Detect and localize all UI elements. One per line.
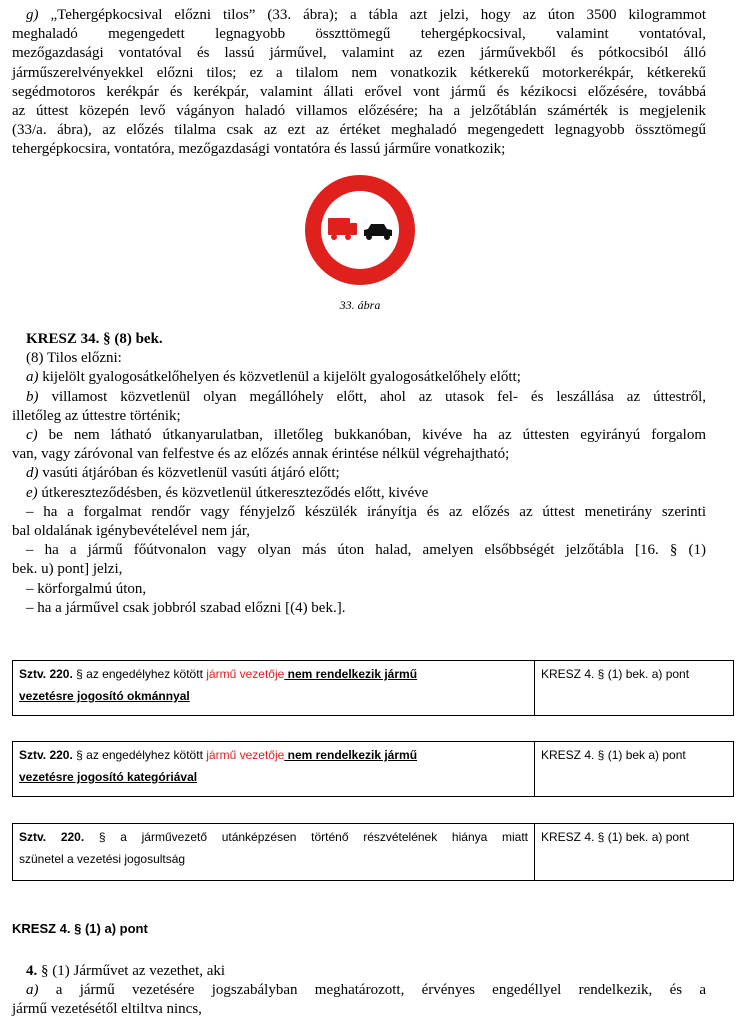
box-line — [19, 685, 528, 707]
dash-item: – ha a járművel csak jobbról szabad előzni [(4) bek.]. — [26, 599, 346, 616]
item-prefix: a) — [26, 369, 39, 386]
section-line — [12, 962, 706, 981]
item-text: be nem látható útkanyarulatban, illetőleg bukkanóban, kivéve ha az úttesten egyirányú forgalom — [48, 427, 706, 444]
item-text: a jármű vezetésére jogszabályban meghatározott, érvényes engedéllyel rendelkezik, és a — [55, 982, 706, 999]
no-truck-overtaking-sign-icon — [300, 166, 420, 296]
box-text: § a járművezető utánképzésen történő részvételének hiánya miatt — [84, 830, 529, 844]
list-item-continuation: illetőleg az úttestre történik; — [12, 407, 181, 424]
item-text: kijelölt gyalogosátkelőhelyen és közvetlenül a kijelölt gyalogosátkelőhely előtt; — [42, 369, 521, 386]
paragraph-g-line: meghaladó megengedett legnagyobb összttömegű tehergépkocsival, valamint vontatóval, — [12, 26, 706, 43]
item-prefix: a) — [26, 982, 39, 999]
paragraph-g-line: mezőgazdasági vontatóval és lassú járművel, valamint az ezen járművekből és pótkocsiból álló — [12, 45, 706, 62]
list-item-continuation: van, vagy záróvonal van felfestve és az előzés annak érintése nélkül végrehajtható; — [12, 446, 510, 463]
box-right-cell: KRESZ 4. § (1) bek a) pont — [541, 748, 686, 762]
paragraph-g-line: tehergépkocsira, vontatóra, mezőgazdasági vontatóra és lassú járműre vonatkozik; — [12, 141, 506, 158]
box-underlined-text: nem rendelkezik jármű — [284, 748, 418, 762]
box-bold-prefix: Sztv. 220. — [19, 748, 73, 762]
item-text: villamost közvetlenül olyan megállóhely előtt, ahol az utasok fel- és leszállása az úttestről, — [51, 388, 706, 405]
box-line — [19, 663, 528, 685]
figure-caption: 33. ábra — [339, 298, 381, 312]
dash-item-continuation: bek. u) pont] jelzi, — [12, 561, 123, 578]
box-text: § az engedélyhez kötött — [72, 667, 207, 681]
reference-box — [12, 660, 734, 716]
item-prefix: e) — [26, 484, 38, 501]
dash-item: – körforgalmú úton, — [26, 580, 147, 597]
box-line — [19, 766, 528, 788]
section-intro: (8) Tilos előzni: — [26, 350, 122, 367]
box-right-cell: KRESZ 4. § (1) bek. a) pont — [541, 830, 690, 844]
kresz4-section — [12, 962, 706, 1020]
dash-item: – ha a forgalmat rendőr vagy fényjelző készülék irányítja és az előzés az úttest menetirány szerinti — [26, 503, 706, 520]
paragraph-text: „Tehergépkocsival előzni tilos” (33. ábra); a tábla azt jelzi, hogy az úton 3500 kilogrammot — [38, 7, 706, 23]
item-prefix: g) — [26, 7, 39, 23]
item-text: útkereszteződésben, és közvetlenül útkereszteződés előtt, kivéve — [41, 484, 429, 501]
reference-box — [12, 741, 734, 797]
paragraph-g-line: járműszerelvényekkel előzni tilos; ez a tilalom nem vonatkozik kétkerekű motorkerékpár, kétkerekű — [12, 64, 706, 81]
list-item — [12, 426, 706, 445]
dash-item-continuation: bal oldalának igénybevételével nem jár, — [12, 523, 251, 540]
reference-box — [12, 823, 734, 881]
list-item — [12, 484, 706, 503]
box-left-cell — [13, 661, 535, 715]
list-item — [12, 464, 706, 483]
box-red-text: jármű vezetője — [206, 667, 285, 681]
box-line — [19, 744, 528, 766]
list-item — [12, 388, 706, 407]
box-bold-prefix: Sztv. 220. — [19, 830, 85, 844]
box-left-cell — [13, 824, 535, 880]
paragraph-g-line: az úttest közepén levő vágányon haladó villamos előzésére; ha a jelzőtáblán számérték is megjelenik — [12, 103, 706, 120]
figure-33 — [300, 166, 420, 326]
paragraph-g-line: (33/a. ábra), az előzés tilalma csak az ezt az értéket meghaladó megengedett legnagyobb össztömegű — [12, 122, 706, 139]
paragraph-g-line — [12, 6, 706, 25]
item-prefix: b) — [26, 388, 39, 405]
list-item — [12, 981, 706, 1000]
box-underlined-text: vezetésre jogosító okmánnyal — [19, 689, 190, 703]
bottom-heading: KRESZ 4. § (1) a) pont — [12, 921, 148, 936]
list-item-continuation: jármű vezetésétől eltiltva nincs, — [12, 1001, 202, 1018]
box-underlined-text: nem rendelkezik jármű — [284, 667, 418, 681]
dash-item: – ha a jármű főútvonalon vagy olyan más úton halad, amelyen elsőbbségét jelzőtábla [16. § (1) — [26, 542, 706, 559]
kresz34-section — [12, 330, 706, 618]
paragraph-g-line: segédmotoros kerékpár és kerékpár, valamint állati erővel vont jármű és kézikocsi előzésére, továbbá — [12, 83, 706, 100]
box-bold-prefix: Sztv. 220. — [19, 667, 73, 681]
section-text: § (1) Járművet az vezethet, aki — [37, 963, 226, 979]
box-right-cell: KRESZ 4. § (1) bek. a) pont — [541, 667, 690, 681]
box-line — [19, 826, 528, 848]
box-underlined-text: vezetésre jogosító kategóriával — [19, 770, 198, 784]
item-prefix: d) — [26, 465, 39, 482]
list-item — [12, 368, 706, 387]
box-red-text: jármű vezetője — [206, 748, 285, 762]
box-text: § az engedélyhez kötött — [72, 748, 207, 762]
paragraph-g — [12, 6, 706, 160]
item-prefix: c) — [26, 427, 38, 444]
item-text: vasúti átjáróban és közvetlenül vasúti átjáró előtt; — [42, 465, 340, 482]
box-left-cell — [13, 742, 535, 796]
section-title: KRESZ 34. § (8) bek. — [26, 331, 163, 347]
box-line: szünetel a vezetési jogosultság — [19, 852, 186, 866]
section-number: 4. — [26, 963, 38, 979]
